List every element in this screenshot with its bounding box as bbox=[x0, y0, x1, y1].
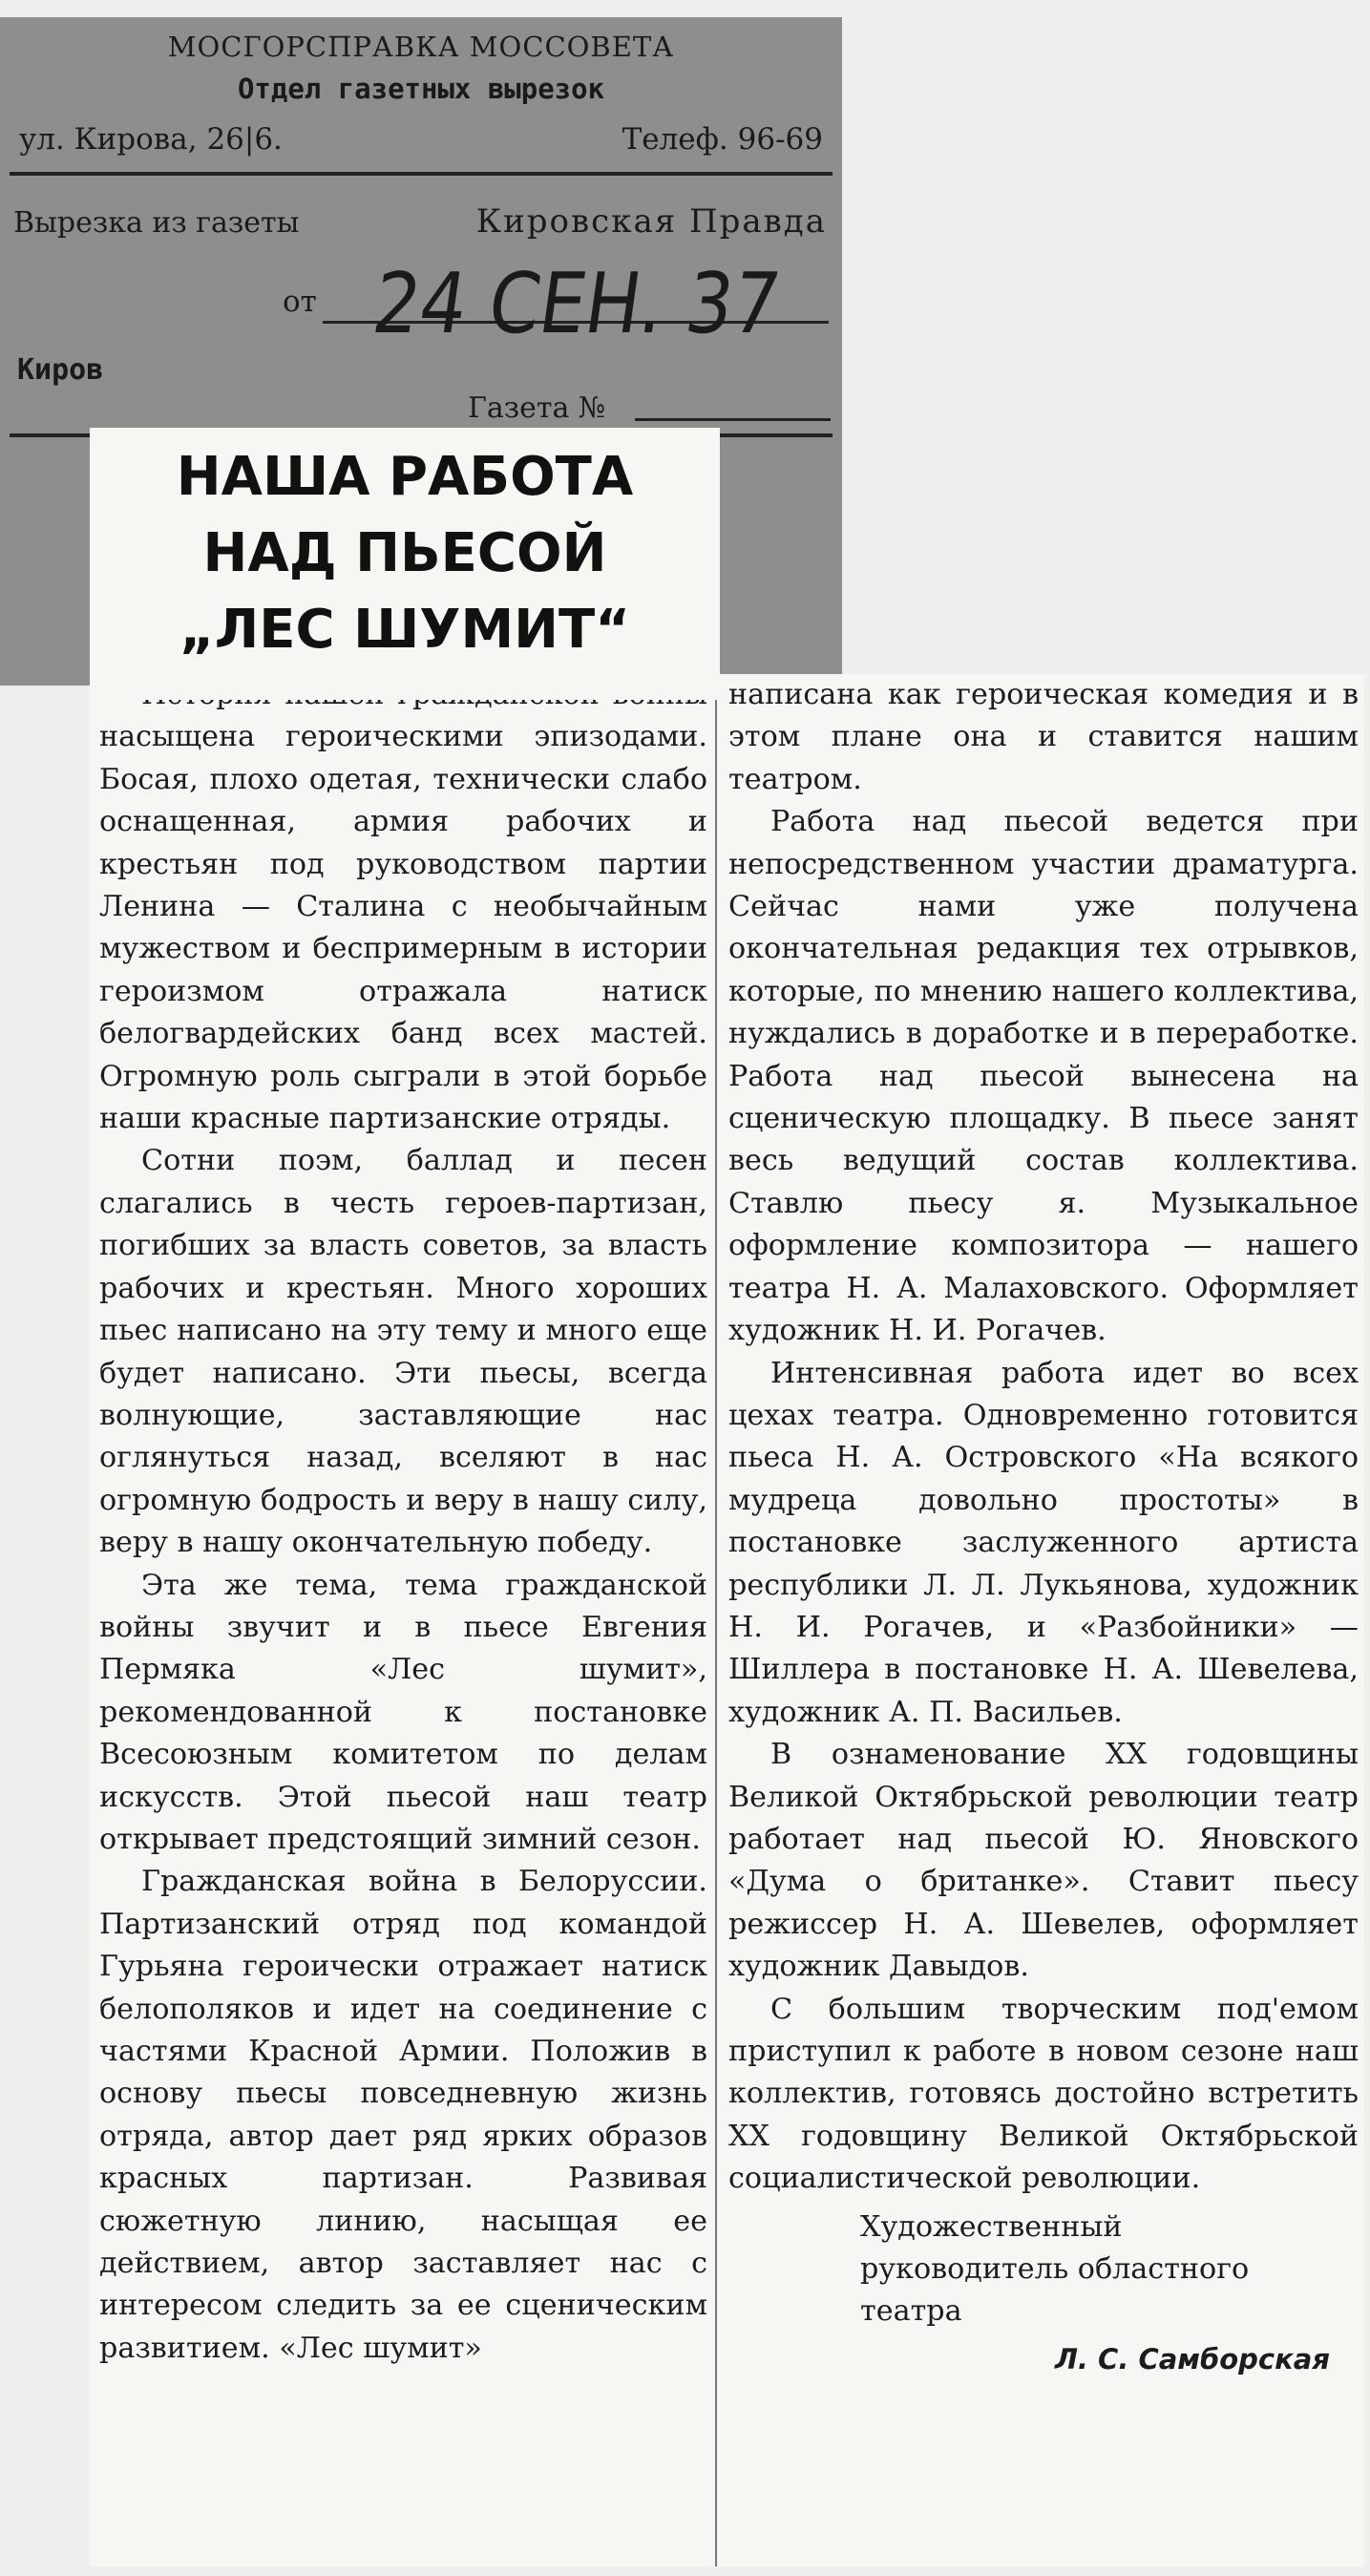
headline-line: НАД ПЬЕСОЙ bbox=[202, 522, 607, 584]
stamp-department: Отдел газетных вырезок bbox=[237, 73, 605, 105]
article-paragraph: Сотни поэм, баллад и песен слагались в честь героев-партизан, погибших за власть советов, за власть рабочих и крестьян. Много хороших пьес написано на эту тему и много еще будет написано. Эти пьесы, всегда волнующие, заставляющие нас оглянуться назад, вселяют в нас огромную бодрость и веру в нашу силу, веру в нашу окончательную победу. bbox=[99, 1144, 707, 1560]
article-paragraph: Работа над пьесой ведется при непосредственном участии драматурга. Сейчас нами уже получена окончательная редакция тех отрывков, которые, по мнению нашего коллектива, нуждались в доработке и в переработке. Работа над пьесой вынесена на сценическую площадку. В пьесе занят весь ведущий состав коллектива. Ставлю пьесу я. Музыкальное оформление композитора — нашего театра Н. А. Малаховского. Оформляет художник Н. И. Рогачев. bbox=[728, 805, 1359, 1348]
article-paragraph: Эта же тема, тема гражданской войны звучит и в пьесе Евгения Пермяка «Лес шумит», рекомендованной к постановке Всесоюзным комитетом по делам искусств. Этой пьесой наш театр открывает предстоящий зимний сезон. bbox=[99, 1568, 707, 1856]
stamp-from-label: от bbox=[283, 285, 317, 319]
stamp-address: ул. Кирова, 26|6. bbox=[19, 122, 283, 157]
stamp-city: Киров bbox=[17, 353, 104, 387]
stamp-newspaper-name: Кировская Правда bbox=[475, 202, 827, 241]
article-paragraph: Гражданская война в Белоруссии. Партизанский отряд под командой Гурьяна героически отражает натиск белополяков и идет на соединение с частями Красной Армии. Положив в основу пьесы повседневную жизнь отряда, автор дает ряд ярких образов красных партизан. Развивая сюжетную линию, насыщая ее действием, автор заставляет нас с интересом следить за ее сценическим развитием. «Лес шумит» bbox=[99, 1865, 707, 2365]
article-paragraph: В ознаменование XX годовщины Великой Октябрьской революции театр работает над пьесой Ю. Яновского «Дума о британке». Ставит пьесу режиссер Н. А. Шевелев, оформляет художник Давыдов. bbox=[728, 1738, 1359, 1984]
signature-name-line bbox=[717, 2338, 1364, 2381]
article-paragraph: написана как героическая комедия и в этом плане она и ставится нашим театром. bbox=[728, 678, 1359, 796]
article-paragraph: насыщена героическими эпизодами. Босая, плохо одетая, технически слабо оснащенная, армия рабочих и крестьян под руководством партии Ленина — Сталина с необычайным мужеством и беспримерным в истории героизмом отражала натиск белогвардейских банд всех мастей. Огромную роль сыграли в этой борьбе наши красные партизанские отряды. bbox=[99, 720, 707, 1136]
stamp-divider bbox=[10, 172, 833, 176]
stamp-newspaper-number-label: Газета № bbox=[468, 391, 606, 425]
article-column-right bbox=[715, 674, 1364, 2566]
headline-line: „ЛЕС ШУМИТ“ bbox=[179, 599, 631, 661]
stamp-number-line bbox=[635, 418, 831, 421]
article-paragraph: Интенсивная работа идет во всех цехах театра. Одновременно готовится пьеса Н. А. Островского «На всякого мудреца довольно простоты» в постановке заслуженного артиста республики Л. Л. Лукьянова, художник Н. И. Рогачев, и «Разбойники» — Шиллера в постановке Н. А. Шевелева, художник А. П. Васильев. bbox=[728, 1356, 1359, 1729]
stamp-organization: МОСГОРСПРАВКА МОССОВЕТА bbox=[167, 31, 675, 63]
stamp-phone: Телеф. 96-69 bbox=[622, 122, 823, 157]
article-column-left bbox=[90, 674, 715, 2566]
stamp-date: 24 СЕН. 37 bbox=[367, 254, 787, 352]
signature-title: Художественный руководитель областного театра bbox=[860, 2209, 1250, 2328]
headline-line: НАША РАБОТА bbox=[176, 446, 634, 508]
stamp-clipping-label: Вырезка из газеты bbox=[13, 206, 300, 240]
article-paragraph: С большим творческим под'емом приступил к работе в новом сезоне наш коллектив, готовясь достойно встретить XX годовщину Великой Октябрьской социалистической революции. bbox=[728, 1992, 1359, 2196]
article-headline bbox=[90, 439, 720, 668]
signature-name: Л. С. Самборская bbox=[1054, 2342, 1330, 2375]
headline-box bbox=[90, 428, 720, 700]
